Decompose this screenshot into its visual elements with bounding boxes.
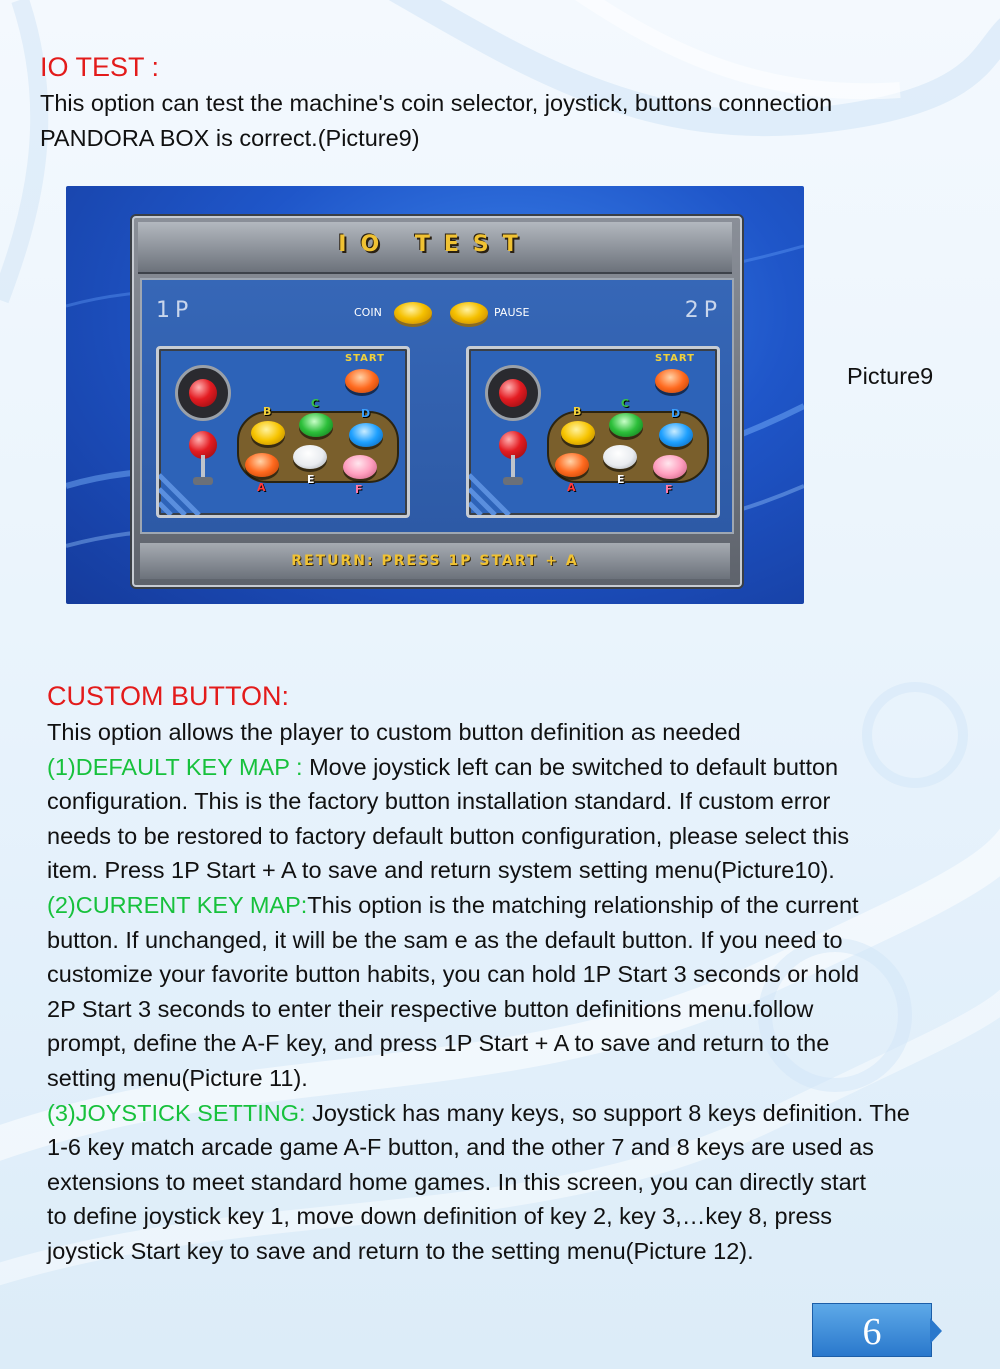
item-3-line: to define joystick key 1, move down definition of key 2, key 3,…key 8, press <box>47 1203 833 1230</box>
key-c-label-2p: C <box>621 397 630 410</box>
key-a-button-2p <box>555 453 589 477</box>
io-test-body <box>140 278 734 534</box>
io-test-title-bar <box>138 222 732 274</box>
item-3-line: joystick Start key to save and return to the setting menu(Picture 12). <box>47 1237 754 1264</box>
item-3-text: Joystick has many keys, so support 8 keys definition. The <box>312 1099 910 1126</box>
key-b-label-1p: B <box>263 405 272 418</box>
item-2-line: button. If unchanged, it will be the sam e as the default button. If you need to <box>47 926 843 953</box>
item-2-first-line <box>47 888 910 923</box>
key-b-label-2p: B <box>573 405 582 418</box>
custom-button-description <box>47 715 910 1269</box>
figure-caption: Picture9 <box>847 363 934 389</box>
page-number-box <box>812 1303 932 1357</box>
item-3-label: (3)JOYSTICK SETTING: <box>47 1099 313 1126</box>
player-1-label: 1P <box>156 298 194 323</box>
io-test-title: IO TEST <box>338 232 532 257</box>
io-test-line-2: PANDORA BOX is correct.(Picture9) <box>40 124 420 151</box>
start-button-1p <box>345 369 379 393</box>
key-a-label-1p: A <box>257 481 266 494</box>
joystick-gate-1p <box>175 365 231 421</box>
joystick-base-2p <box>503 477 523 485</box>
key-d-label-2p: D <box>671 407 681 420</box>
joystick-top-ball-1p <box>189 379 217 407</box>
item-2-line: customize your favorite button habits, you can hold 1P Start 3 seconds or hold <box>47 961 860 988</box>
key-d-button-2p <box>659 423 693 447</box>
pad-stripes <box>469 455 529 515</box>
key-b-button-2p <box>561 421 595 445</box>
page-arrow-icon <box>930 1318 942 1344</box>
pause-button <box>450 302 488 324</box>
joystick-base-1p <box>193 477 213 485</box>
item-2-line: 2P Start 3 seconds to enter their respective button definitions menu.follow <box>47 995 814 1022</box>
key-e-button-1p <box>293 445 327 469</box>
item-3-line: extensions to meet standard home games. In this screen, you can directly start <box>47 1168 866 1195</box>
custom-button-heading: CUSTOM BUTTON: <box>47 681 290 711</box>
key-e-label-2p: E <box>617 473 625 486</box>
key-d-button-1p <box>349 423 383 447</box>
key-e-button-2p <box>603 445 637 469</box>
key-e-label-1p: E <box>307 473 315 486</box>
player-2-label: 2P <box>684 298 722 323</box>
page-number: 6 <box>862 1311 882 1353</box>
player-1-control-panel <box>156 346 410 518</box>
io-test-line-1: This option can test the machine's coin selector, joystick, buttons connection <box>40 90 833 116</box>
coin-button <box>394 302 432 324</box>
item-2-label: (2)CURRENT KEY MAP: <box>47 891 308 918</box>
item-2-text: This option is the matching relationship of the current <box>307 891 859 918</box>
key-f-button-2p <box>653 455 687 479</box>
player-2-control-panel <box>466 346 720 518</box>
item-1-first-line <box>47 750 910 785</box>
key-c-button-2p <box>609 413 643 437</box>
key-a-button-1p <box>245 453 279 477</box>
item-2-line: setting menu(Picture 11). <box>47 1064 308 1091</box>
return-hint: RETURN: PRESS 1P START + A <box>291 553 579 569</box>
start-label-2p: START <box>654 353 695 364</box>
key-d-label-1p: D <box>361 407 371 420</box>
io-test-window <box>132 216 742 587</box>
item-1-label: (1)DEFAULT KEY MAP : <box>47 753 310 780</box>
coin-label: COIN <box>354 306 382 319</box>
return-hint-bar <box>140 543 730 579</box>
key-f-button-1p <box>343 455 377 479</box>
item-1-text: Move joystick left can be switched to default button <box>309 753 839 780</box>
key-c-label-1p: C <box>311 397 320 410</box>
item-3-line: 1-6 key match arcade game A-F button, and the other 7 and 8 keys are used as <box>47 1134 874 1161</box>
item-3-first-line <box>47 1096 910 1131</box>
item-2-line: prompt, define the A-F key, and press 1P Start + A to save and return to the <box>47 1030 830 1057</box>
key-f-label-1p: F <box>355 483 363 496</box>
pad-stripes <box>159 455 219 515</box>
io-test-heading: IO TEST : <box>40 52 160 82</box>
item-1-line: item. Press 1P Start + A to save and return system setting menu(Picture10). <box>47 857 835 884</box>
start-button-2p <box>655 369 689 393</box>
pause-label: PAUSE <box>494 306 530 319</box>
key-f-label-2p: F <box>665 483 673 496</box>
joystick-gate-2p <box>485 365 541 421</box>
item-1-line: configuration. This is the factory button installation standard. If custom error <box>47 788 831 815</box>
key-a-label-2p: A <box>567 481 576 494</box>
key-c-button-1p <box>299 413 333 437</box>
item-1-line: needs to be restored to factory default button configuration, please select this <box>47 822 850 849</box>
custom-button-intro: This option allows the player to custom button definition as needed <box>47 719 741 745</box>
start-label-1p: START <box>344 353 385 364</box>
key-b-button-1p <box>251 421 285 445</box>
io-test-screenshot <box>66 186 804 604</box>
io-test-description <box>40 86 832 155</box>
joystick-top-ball-2p <box>499 379 527 407</box>
